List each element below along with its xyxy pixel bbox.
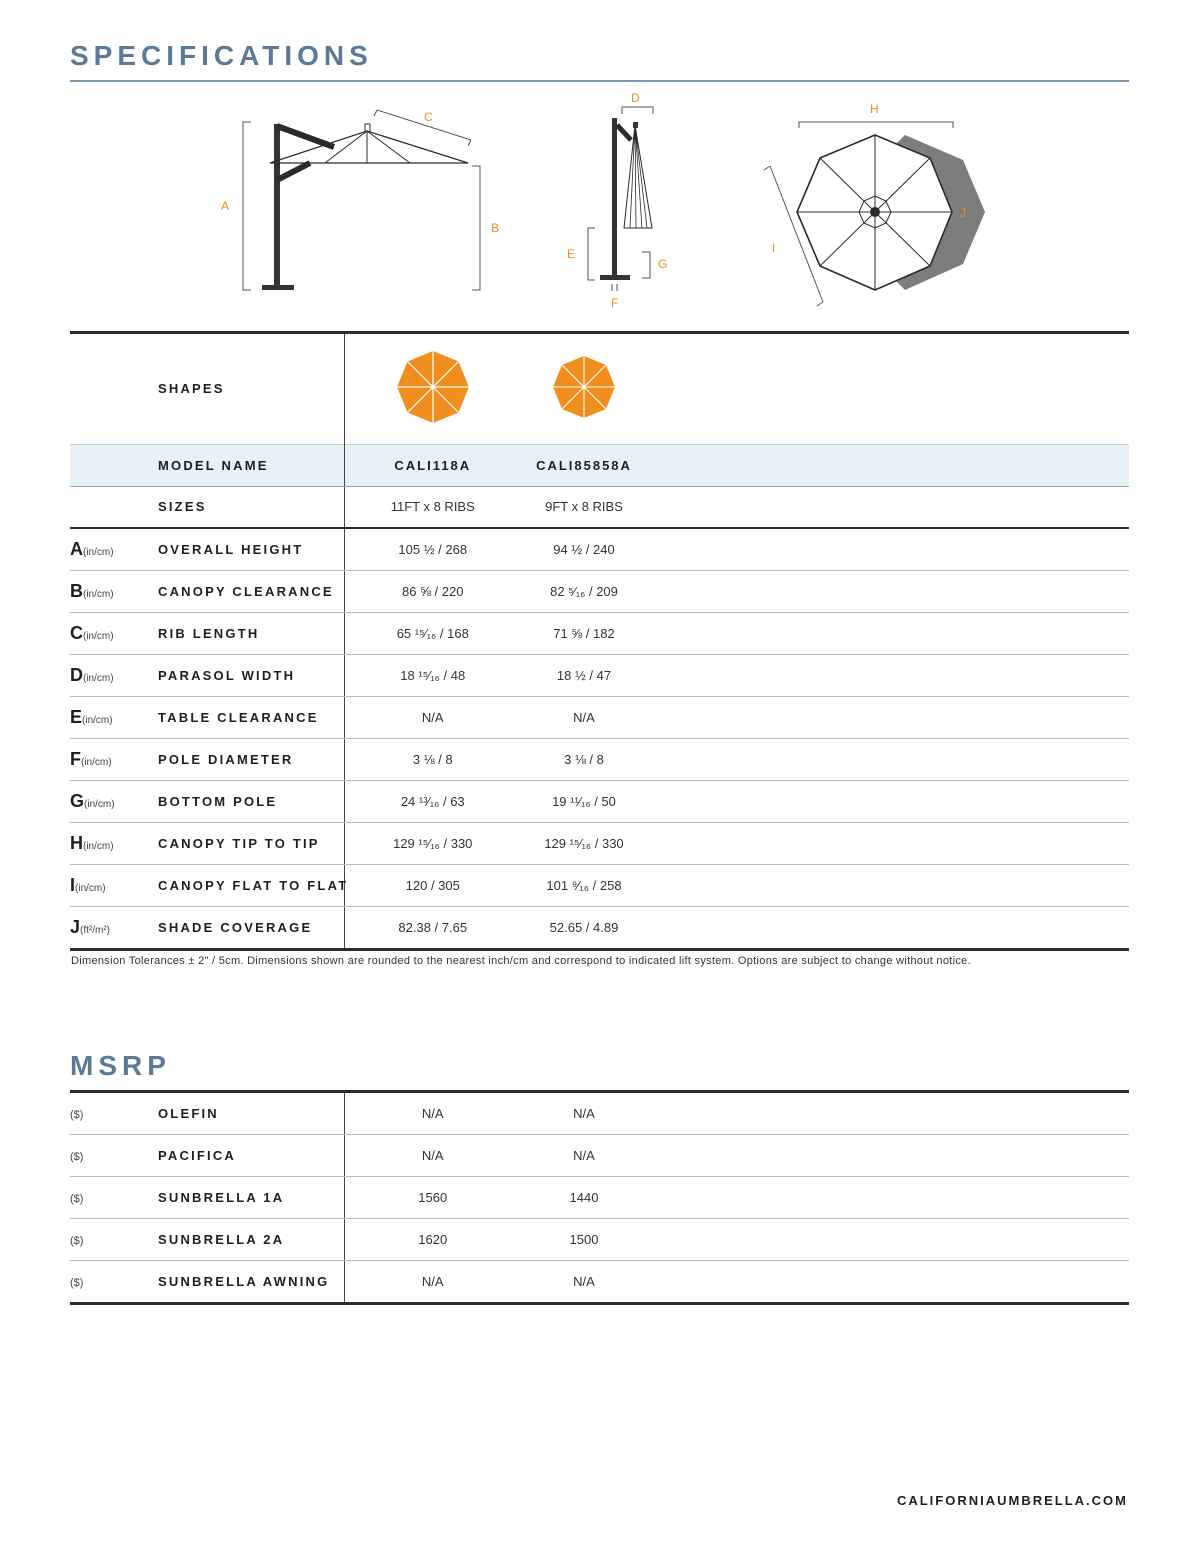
price-value: N/A xyxy=(573,1105,595,1121)
sizes-label: SIZES xyxy=(158,499,207,514)
specifications-title: SPECIFICATIONS xyxy=(70,40,373,71)
sizes-row xyxy=(70,487,1129,529)
dimension-value: 24 ¹³⁄₁₆ / 63 xyxy=(400,793,465,809)
dimension-letter: F xyxy=(70,749,81,769)
fabric-label: OLEFIN xyxy=(158,1105,219,1121)
dimension-label: BOTTOM POLE xyxy=(158,793,278,809)
dimension-label: OVERALL HEIGHT xyxy=(158,541,304,557)
dimension-letter: H xyxy=(70,833,83,853)
dimension-value: 105 ½ / 268 xyxy=(398,541,468,557)
price-value: N/A xyxy=(573,1147,595,1163)
letter-h: H xyxy=(870,102,879,116)
dimension-row xyxy=(70,697,1129,739)
dimension-row xyxy=(70,781,1129,823)
dimension-letter: C xyxy=(70,623,83,643)
letter-f: F xyxy=(611,296,619,310)
msrp-table xyxy=(70,1090,1129,1305)
letter-d: D xyxy=(631,91,640,105)
octagon-canopy-icon xyxy=(395,349,471,425)
dimension-label: TABLE CLEARANCE xyxy=(158,709,319,725)
msrp-unit: ($) xyxy=(70,1234,84,1247)
dimension-row xyxy=(70,823,1129,865)
dimension-value: 18 ½ / 47 xyxy=(556,667,612,683)
price-value: N/A xyxy=(573,1273,595,1289)
dimension-row xyxy=(70,528,1129,571)
dimension-value: 19 ¹¹⁄₁₆ / 50 xyxy=(552,793,616,809)
msrp-row xyxy=(70,1092,1129,1135)
fabric-label: SUNBRELLA 1A xyxy=(158,1189,285,1205)
msrp-unit: ($) xyxy=(70,1192,84,1205)
size-value: 9FT x 8 RIBS xyxy=(545,499,623,514)
dimension-value: 129 ¹⁵⁄₁₆ / 330 xyxy=(393,835,473,851)
dimension-value: 71 ⅝ / 182 xyxy=(553,625,615,641)
dimension-row xyxy=(70,613,1129,655)
dimension-label: PARASOL WIDTH xyxy=(158,667,296,683)
price-value: 1620 xyxy=(418,1231,448,1247)
closed-view-diagram xyxy=(588,107,653,291)
msrp-row xyxy=(70,1135,1129,1177)
size-value: 11FT x 8 RIBS xyxy=(390,499,475,514)
dimension-unit: (in/cm) xyxy=(82,715,113,726)
dimension-value: 3 ⅛ / 8 xyxy=(412,751,453,767)
dimension-unit: (in/cm) xyxy=(83,673,114,684)
msrp-row xyxy=(70,1177,1129,1219)
dimension-value: N/A xyxy=(421,709,444,725)
msrp-unit: ($) xyxy=(70,1276,84,1289)
dimension-row xyxy=(70,739,1129,781)
title-divider xyxy=(70,80,1129,82)
dimension-value: N/A xyxy=(573,709,595,725)
dimension-letter: G xyxy=(70,791,85,811)
dimension-unit: (in/cm) xyxy=(83,841,114,852)
dimension-letter: E xyxy=(70,707,83,727)
fabric-label: SUNBRELLA 2A xyxy=(158,1231,285,1247)
dimension-unit: (in/cm) xyxy=(75,883,106,894)
msrp-row xyxy=(70,1219,1129,1261)
dimension-label: CANOPY CLEARANCE xyxy=(158,583,334,599)
dimension-value: 86 ⅝ / 220 xyxy=(402,583,464,599)
dimension-letter: A xyxy=(70,539,83,559)
letter-j: J xyxy=(960,206,966,220)
price-value: 1560 xyxy=(418,1189,448,1205)
website-link[interactable]: CALIFORNIAUMBRELLA.COM xyxy=(896,1493,1128,1508)
dimension-value: 120 / 305 xyxy=(405,877,460,893)
dimension-value: 18 ¹⁵⁄₁₆ / 48 xyxy=(400,667,466,683)
dimension-row xyxy=(70,655,1129,697)
letter-b: B xyxy=(491,221,500,235)
dimension-letter: D xyxy=(70,665,83,685)
dimension-letter: B xyxy=(70,581,83,601)
dimension-unit: (in/cm) xyxy=(81,757,112,768)
dimension-row xyxy=(70,571,1129,613)
dimension-letter: I xyxy=(70,875,76,895)
dimension-label: POLE DIAMETER xyxy=(158,751,294,767)
dimension-value: 94 ½ / 240 xyxy=(553,541,615,557)
shapes-row xyxy=(70,333,1129,445)
dimension-label: RIB LENGTH xyxy=(158,625,260,641)
side-view-diagram xyxy=(243,110,480,290)
dimension-label: CANOPY FLAT TO FLAT xyxy=(158,877,349,893)
specifications-table xyxy=(70,331,1129,951)
dimension-value: 101 ⁹⁄₁₆ / 258 xyxy=(546,877,622,893)
price-value: N/A xyxy=(421,1273,444,1289)
model-name: CALI118A xyxy=(394,457,472,473)
shapes-label: SHAPES xyxy=(158,381,225,396)
dimension-value: 82.38 / 7.65 xyxy=(398,919,468,935)
letter-g: G xyxy=(658,257,668,271)
letter-c: C xyxy=(424,110,433,124)
dimension-row xyxy=(70,907,1129,950)
dimension-value: 82 ⁵⁄₁₆ / 209 xyxy=(550,583,618,599)
dimension-unit: (in/cm) xyxy=(83,547,114,558)
model-name-label: MODEL NAME xyxy=(158,457,269,473)
dimension-value: 52.65 / 4.89 xyxy=(549,919,619,935)
dimension-label: CANOPY TIP TO TIP xyxy=(158,835,320,851)
dimension-unit: (ft²/m²) xyxy=(80,925,111,936)
dimension-value: 3 ⅛ / 8 xyxy=(564,751,604,767)
msrp-unit: ($) xyxy=(70,1150,84,1163)
dimension-unit: (in/cm) xyxy=(84,799,115,810)
msrp-row xyxy=(70,1261,1129,1304)
letter-e: E xyxy=(567,247,576,261)
fabric-label: PACIFICA xyxy=(158,1147,237,1163)
dimension-row xyxy=(70,865,1129,907)
dimension-label: SHADE COVERAGE xyxy=(158,919,313,935)
model-name: CALI85858A xyxy=(536,457,632,473)
octagon-canopy-icon xyxy=(551,354,617,420)
dimension-letter: J xyxy=(70,917,81,937)
dimension-value: 129 ¹⁵⁄₁₆ / 330 xyxy=(544,835,624,851)
msrp-title: MSRP xyxy=(70,1050,171,1081)
price-value: 1440 xyxy=(569,1189,599,1205)
tolerance-note: Dimension Tolerances ± 2" / 5cm. Dimensions shown are rounded to the nearest inch/cm and correspond to indicated lift system. Options are subject to change without notice. xyxy=(71,955,971,967)
price-value: N/A xyxy=(421,1147,444,1163)
dimension-diagrams xyxy=(0,90,1200,320)
dimension-value: 65 ¹⁵⁄₁₆ / 168 xyxy=(396,625,469,641)
letter-a: A xyxy=(221,199,230,213)
model-name-row xyxy=(70,445,1129,487)
letter-i: I xyxy=(772,241,776,255)
dimension-unit: (in/cm) xyxy=(83,631,114,642)
msrp-unit: ($) xyxy=(70,1108,84,1121)
price-value: N/A xyxy=(421,1105,444,1121)
dimension-unit: (in/cm) xyxy=(83,589,114,600)
fabric-label: SUNBRELLA AWNING xyxy=(158,1273,330,1289)
top-view-diagram xyxy=(764,122,985,306)
price-value: 1500 xyxy=(569,1231,599,1247)
